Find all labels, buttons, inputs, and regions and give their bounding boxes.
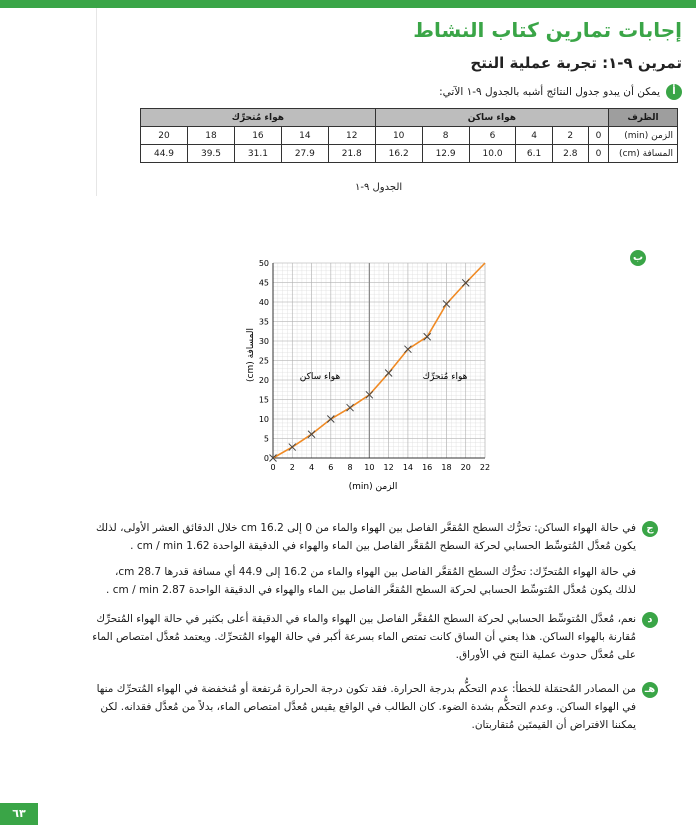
question-c-line: لذلك يكون مُعدَّل المُتوسِّط الحسابي لحركة السطح المُقعَّر الفاصل بين الماء والهواء في الدقيقة الواحدة 2.87 cm / min .: [106, 584, 636, 596]
chart-ticks: [259, 259, 490, 472]
table-cell: 12: [328, 127, 375, 145]
chart-svg: [245, 255, 505, 495]
table-cell: 14: [281, 127, 328, 145]
question-e-badge: هـ: [642, 682, 658, 698]
question-c-para-1: [26, 519, 636, 555]
table-group-moving-air: هواء مُتحرِّك: [141, 109, 376, 127]
page-gap: [0, 196, 696, 236]
y-tick-label: 10: [258, 415, 269, 424]
table-cell: 10.0: [469, 145, 516, 163]
table-cell: 18: [188, 127, 235, 145]
x-tick-label: 6: [328, 463, 334, 472]
results-table: [140, 108, 678, 163]
question-c-badge: ج: [642, 521, 658, 537]
x-tick-label: 2: [289, 463, 295, 472]
table-cell: 10: [375, 127, 422, 145]
y-tick-label: 40: [258, 298, 269, 307]
table-cell: 0: [588, 127, 608, 145]
table-cell: 6: [469, 127, 516, 145]
y-tick-label: 35: [258, 317, 269, 327]
question-d-line: نعم، مُعدَّل المُتوسِّط الحسابي لحركة السطح المُقعَّر الفاصل بين الهواء والماء في الدقيقة أعلى بكثير في حالة الهواء المُتحرِّك: [96, 613, 636, 625]
x-tick-label: 14: [402, 463, 414, 472]
y-tick-label: 15: [258, 395, 269, 405]
table-group-still-air: هواء ساكن: [375, 109, 608, 127]
table-cell: 6.1: [516, 145, 552, 163]
table-row-distance-label: المسافة (cm): [609, 145, 678, 163]
table-cell: 20: [141, 127, 188, 145]
x-tick-label: 8: [347, 463, 353, 472]
table-cell: 27.9: [281, 145, 328, 163]
y-tick-label: 20: [258, 376, 269, 385]
question-d-line: على مُعدَّل حدوث عملية النتح في الأوراق.: [455, 649, 636, 661]
question-e-line: في الهواء الساكن. وعدم التحكُّم بشدة الضوء. كان الطالب في الواقع يقيس مُعدَّل امتصاص الماء، بدلاً من مُعدَّل فقدانه. لكن: [100, 701, 636, 713]
question-a-text: يمكن أن يبدو جدول النتائج أشبه بالجدول ٩-١ الآتي:: [439, 86, 660, 98]
chart-annotation-still-air: هواء ساكن: [299, 372, 341, 382]
table-caption: الجدول ٩-١: [355, 182, 403, 193]
y-tick-label: 45: [258, 278, 269, 288]
x-tick-label: 20: [460, 463, 471, 472]
table-cell: 4: [516, 127, 552, 145]
y-tick-label: 5: [263, 434, 269, 444]
question-d-line: مُقارنة بالهواء الساكن. هذا يعني أن الساق كانت تمتص الماء بسرعة أكبر في حالة الهواء المُتحرِّك. ويعتمد مُعدَّل امتصاص الماء: [92, 631, 636, 643]
table-row-distance: [141, 145, 678, 163]
top-accent-bar: [0, 0, 696, 8]
table-cell: 16.2: [375, 145, 422, 163]
table-row-time-label: الزمن (min): [609, 127, 678, 145]
chart-y-axis-label: المسافة (cm): [246, 328, 256, 382]
question-e-line: يمكننا الافتراض أن القيمتَين مُتقاربتان.: [471, 719, 636, 731]
question-c-line: في حالة الهواء المُتحرِّك: تحرُّك السطح المُقعَّر الفاصل بين الهواء والماء من 16.2 إلى 44.9 أي مسافة قدرها 28.7 cm،: [114, 566, 636, 578]
table-cell: 31.1: [234, 145, 281, 163]
question-e-line: من المصادر المُحتمَلة للخطأ: عدم التحكُّم بدرجة الحرارة. فقد تكون درجة الحرارة مُرتفعة أو مُنخفضة في الهواء المُتحرِّك منها: [96, 683, 636, 695]
table-cell: 2: [552, 127, 588, 145]
question-d-text: [26, 610, 636, 664]
x-tick-label: 18: [441, 463, 452, 472]
question-a-badge: أ: [666, 84, 682, 100]
chart-x-axis-label: الزمن (min): [348, 482, 398, 492]
table-cell: 39.5: [188, 145, 235, 163]
y-tick-label: 25: [258, 356, 269, 366]
question-b-badge: ب: [630, 250, 646, 266]
question-d-badge: د: [642, 612, 658, 628]
transpiration-chart: [245, 255, 505, 495]
table-cell: 12.9: [422, 145, 469, 163]
y-tick-label: 0: [263, 454, 269, 463]
x-tick-label: 22: [479, 463, 491, 472]
table-cell: 21.8: [328, 145, 375, 163]
page-title: إجابات تمارين كتاب النشاط: [413, 18, 682, 42]
table-row-time: [141, 127, 678, 145]
table-cell: 16: [234, 127, 281, 145]
table-cell: 0: [588, 145, 608, 163]
x-tick-label: 4: [308, 463, 315, 472]
question-c-line: في حالة الهواء الساكن: تحرُّك السطح المُقعَّر الفاصل بين الهواء والماء من 0 إلى 16.2 cm خلال الدقائق العشر الأولى، لذلك: [95, 522, 636, 534]
question-c-para-2: [26, 563, 636, 599]
x-tick-label: 16: [422, 463, 433, 472]
table-corner-header: الظرف: [609, 109, 678, 127]
chart-annotation-moving-air: هواء مُتحرِّك: [422, 372, 468, 382]
question-e-text: [26, 680, 636, 734]
y-tick-label: 30: [258, 337, 269, 346]
question-c-line: يكون مُعدَّل المُتوسِّط الحسابي لحركة السطح المُقعَّر الفاصل بين الماء والهواء في الدقيقة الواحدة 1.62 cm / min .: [130, 540, 636, 552]
y-tick-label: 50: [258, 259, 269, 268]
table-cell: 8: [422, 127, 469, 145]
exercise-title: تمرين ٩-١: تجربة عملية النتح: [470, 54, 682, 72]
x-tick-label: 10: [364, 463, 375, 472]
table-cell: 2.8: [552, 145, 588, 163]
x-tick-label: 0: [270, 463, 276, 472]
table-cell: 44.9: [141, 145, 188, 163]
x-tick-label: 12: [383, 463, 394, 472]
page-number: ٦٣: [0, 803, 38, 825]
